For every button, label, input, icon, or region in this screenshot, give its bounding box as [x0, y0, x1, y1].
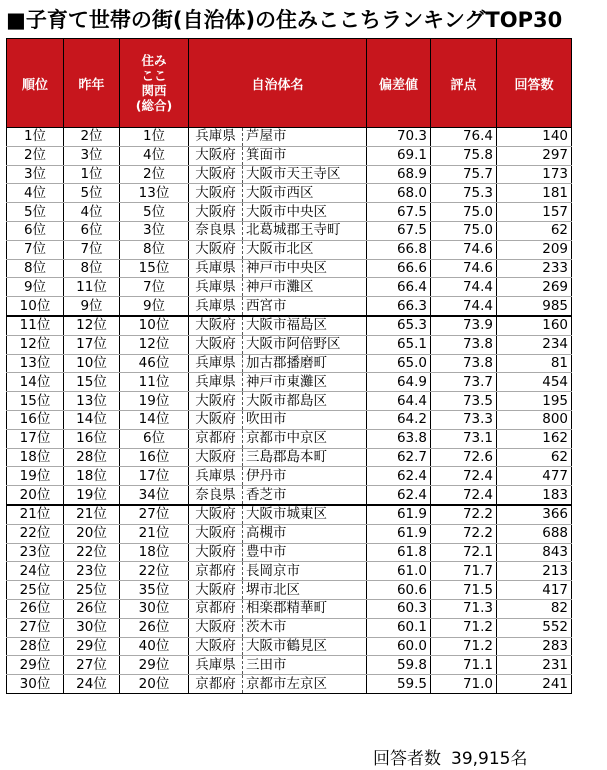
prev-year-cell: 7位 — [64, 240, 120, 259]
prefecture-cell: 京都府 — [189, 562, 243, 581]
deviation-cell: 68.9 — [367, 165, 431, 184]
prefecture-cell: 大阪府 — [189, 335, 243, 354]
kansai-rank-cell: 22位 — [120, 562, 189, 581]
table-row — [7, 656, 572, 675]
respondents-cell: 800 — [497, 410, 572, 429]
deviation-cell: 60.3 — [367, 599, 431, 618]
prev-year-cell: 1位 — [64, 165, 120, 184]
prefecture-cell: 兵庫県 — [189, 278, 243, 297]
respondents-cell: 477 — [497, 467, 572, 486]
header-kansai-overall — [120, 39, 189, 128]
table-row — [7, 316, 572, 335]
score-cell: 71.1 — [431, 656, 497, 675]
table-row — [7, 221, 572, 240]
deviation-cell: 60.6 — [367, 581, 431, 600]
deviation-cell: 66.6 — [367, 259, 431, 278]
rank-cell: 13位 — [7, 354, 64, 373]
table-row — [7, 599, 572, 618]
prev-year-cell: 2位 — [64, 128, 120, 147]
rank-cell: 20位 — [7, 486, 64, 505]
kansai-rank-cell: 46位 — [120, 354, 189, 373]
respondent-total-label: 回答者数 — [373, 749, 441, 769]
deviation-cell: 60.1 — [367, 618, 431, 637]
kansai-rank-cell: 30位 — [120, 599, 189, 618]
kansai-rank-cell: 7位 — [120, 278, 189, 297]
score-cell: 75.0 — [431, 221, 497, 240]
municipality-cell: 大阪市城東区 — [243, 505, 367, 524]
deviation-cell: 66.8 — [367, 240, 431, 259]
prefecture-cell: 大阪府 — [189, 392, 243, 411]
deviation-cell: 65.3 — [367, 316, 431, 335]
prefecture-cell: 大阪府 — [189, 505, 243, 524]
respondents-cell: 366 — [497, 505, 572, 524]
deviation-cell: 68.0 — [367, 184, 431, 203]
deviation-cell: 61.0 — [367, 562, 431, 581]
respondents-cell: 213 — [497, 562, 572, 581]
table-row — [7, 524, 572, 543]
prefecture-cell: 大阪府 — [189, 581, 243, 600]
table-row — [7, 373, 572, 392]
deviation-cell: 65.1 — [367, 335, 431, 354]
score-cell: 72.4 — [431, 486, 497, 505]
rank-cell: 8位 — [7, 259, 64, 278]
header-kansai-line: ここ — [141, 68, 167, 83]
respondents-cell: 157 — [497, 203, 572, 222]
prefecture-cell: 兵庫県 — [189, 467, 243, 486]
respondents-cell: 231 — [497, 656, 572, 675]
rank-cell: 10位 — [7, 297, 64, 316]
respondents-cell: 283 — [497, 637, 572, 656]
kansai-rank-cell: 20位 — [120, 675, 189, 694]
deviation-cell: 64.4 — [367, 392, 431, 411]
rank-cell: 7位 — [7, 240, 64, 259]
kansai-rank-cell: 6位 — [120, 429, 189, 448]
respondents-cell: 162 — [497, 429, 572, 448]
rank-cell: 4位 — [7, 184, 64, 203]
prev-year-cell: 28位 — [64, 448, 120, 467]
prev-year-cell: 23位 — [64, 562, 120, 581]
prefecture-cell: 大阪府 — [189, 184, 243, 203]
prefecture-cell: 兵庫県 — [189, 373, 243, 392]
municipality-cell: 大阪市鶴見区 — [243, 637, 367, 656]
kansai-rank-cell: 4位 — [120, 146, 189, 165]
municipality-cell: 三島郡島本町 — [243, 448, 367, 467]
municipality-cell: 芦屋市 — [243, 128, 367, 147]
score-cell: 75.0 — [431, 203, 497, 222]
prev-year-cell: 27位 — [64, 656, 120, 675]
kansai-rank-cell: 35位 — [120, 581, 189, 600]
header-respondents: 回答数 — [497, 39, 572, 128]
kansai-rank-cell: 12位 — [120, 335, 189, 354]
header-prev-year: 昨年 — [64, 39, 120, 128]
prefecture-cell: 大阪府 — [189, 410, 243, 429]
prefecture-cell: 大阪府 — [189, 240, 243, 259]
prefecture-cell: 兵庫県 — [189, 354, 243, 373]
deviation-cell: 62.4 — [367, 467, 431, 486]
table-row — [7, 278, 572, 297]
score-cell: 73.9 — [431, 316, 497, 335]
municipality-cell: 神戸市灘区 — [243, 278, 367, 297]
prev-year-cell: 16位 — [64, 429, 120, 448]
prefecture-cell: 大阪府 — [189, 524, 243, 543]
kansai-rank-cell: 5位 — [120, 203, 189, 222]
respondents-cell: 160 — [497, 316, 572, 335]
respondents-cell: 234 — [497, 335, 572, 354]
table-row — [7, 354, 572, 373]
kansai-rank-cell: 16位 — [120, 448, 189, 467]
prev-year-cell: 9位 — [64, 297, 120, 316]
rank-cell: 11位 — [7, 316, 64, 335]
table-row — [7, 240, 572, 259]
rank-cell: 25位 — [7, 581, 64, 600]
deviation-cell: 63.8 — [367, 429, 431, 448]
municipality-cell: 京都市左京区 — [243, 675, 367, 694]
rank-cell: 9位 — [7, 278, 64, 297]
kansai-rank-cell: 11位 — [120, 373, 189, 392]
table-row — [7, 675, 572, 694]
prefecture-cell: 大阪府 — [189, 543, 243, 562]
rank-cell: 14位 — [7, 373, 64, 392]
deviation-cell: 66.4 — [367, 278, 431, 297]
prefecture-cell: 兵庫県 — [189, 297, 243, 316]
prefecture-cell: 京都府 — [189, 675, 243, 694]
municipality-cell: 大阪市中央区 — [243, 203, 367, 222]
rank-cell: 27位 — [7, 618, 64, 637]
kansai-rank-cell: 26位 — [120, 618, 189, 637]
respondents-cell: 181 — [497, 184, 572, 203]
municipality-cell: 加古郡播磨町 — [243, 354, 367, 373]
rank-cell: 22位 — [7, 524, 64, 543]
kansai-rank-cell: 13位 — [120, 184, 189, 203]
rank-cell: 1位 — [7, 128, 64, 147]
municipality-cell: 吹田市 — [243, 410, 367, 429]
municipality-cell: 大阪市天王寺区 — [243, 165, 367, 184]
ranking-table — [6, 38, 572, 694]
prev-year-cell: 8位 — [64, 259, 120, 278]
prev-year-cell: 20位 — [64, 524, 120, 543]
table-row — [7, 259, 572, 278]
prefecture-cell: 京都府 — [189, 429, 243, 448]
municipality-cell: 茨木市 — [243, 618, 367, 637]
respondents-cell: 140 — [497, 128, 572, 147]
prev-year-cell: 3位 — [64, 146, 120, 165]
rank-cell: 26位 — [7, 599, 64, 618]
municipality-cell: 京都市中京区 — [243, 429, 367, 448]
deviation-cell: 61.8 — [367, 543, 431, 562]
prev-year-cell: 12位 — [64, 316, 120, 335]
deviation-cell: 62.4 — [367, 486, 431, 505]
prefecture-cell: 京都府 — [189, 599, 243, 618]
kansai-rank-cell: 29位 — [120, 656, 189, 675]
score-cell: 72.4 — [431, 467, 497, 486]
deviation-cell: 67.5 — [367, 203, 431, 222]
table-row — [7, 410, 572, 429]
score-cell: 71.2 — [431, 618, 497, 637]
table-row — [7, 429, 572, 448]
deviation-cell: 61.9 — [367, 524, 431, 543]
prev-year-cell: 26位 — [64, 599, 120, 618]
header-kansai-line: (総合) — [135, 98, 173, 113]
kansai-rank-cell: 8位 — [120, 240, 189, 259]
score-cell: 72.1 — [431, 543, 497, 562]
kansai-rank-cell: 34位 — [120, 486, 189, 505]
rank-cell: 3位 — [7, 165, 64, 184]
score-cell: 71.0 — [431, 675, 497, 694]
municipality-cell: 長岡京市 — [243, 562, 367, 581]
deviation-cell: 60.0 — [367, 637, 431, 656]
respondents-cell: 81 — [497, 354, 572, 373]
rank-cell: 5位 — [7, 203, 64, 222]
respondents-cell: 82 — [497, 599, 572, 618]
table-row — [7, 297, 572, 316]
deviation-cell: 64.9 — [367, 373, 431, 392]
prefecture-cell: 奈良県 — [189, 221, 243, 240]
table-row — [7, 543, 572, 562]
prefecture-cell: 大阪府 — [189, 203, 243, 222]
municipality-cell: 北葛城郡王寺町 — [243, 221, 367, 240]
prefecture-cell: 兵庫県 — [189, 656, 243, 675]
header-row — [7, 39, 572, 128]
kansai-rank-cell: 17位 — [120, 467, 189, 486]
municipality-cell: 大阪市都島区 — [243, 392, 367, 411]
score-cell: 74.4 — [431, 278, 497, 297]
respondents-cell: 985 — [497, 297, 572, 316]
rank-cell: 15位 — [7, 392, 64, 411]
header-rank: 順位 — [7, 39, 64, 128]
score-cell: 75.8 — [431, 146, 497, 165]
rank-cell: 30位 — [7, 675, 64, 694]
score-cell: 71.5 — [431, 581, 497, 600]
score-cell: 71.7 — [431, 562, 497, 581]
prev-year-cell: 29位 — [64, 637, 120, 656]
page-title: ■子育て世帯の街(自治体)の住みここちランキングTOP30 — [6, 8, 563, 32]
table-row — [7, 203, 572, 222]
kansai-rank-cell: 9位 — [120, 297, 189, 316]
score-cell: 76.4 — [431, 128, 497, 147]
deviation-cell: 70.3 — [367, 128, 431, 147]
municipality-cell: 伊丹市 — [243, 467, 367, 486]
respondents-cell: 454 — [497, 373, 572, 392]
prev-year-cell: 17位 — [64, 335, 120, 354]
prefecture-cell: 大阪府 — [189, 448, 243, 467]
respondents-cell: 183 — [497, 486, 572, 505]
score-cell: 72.6 — [431, 448, 497, 467]
municipality-cell: 大阪市阿倍野区 — [243, 335, 367, 354]
score-cell: 75.7 — [431, 165, 497, 184]
prefecture-cell: 奈良県 — [189, 486, 243, 505]
prev-year-cell: 4位 — [64, 203, 120, 222]
rank-cell: 17位 — [7, 429, 64, 448]
header-deviation: 偏差値 — [367, 39, 431, 128]
municipality-cell: 箕面市 — [243, 146, 367, 165]
respondent-total-value: 39,915名 — [451, 749, 528, 769]
prev-year-cell: 5位 — [64, 184, 120, 203]
score-cell: 71.3 — [431, 599, 497, 618]
prev-year-cell: 22位 — [64, 543, 120, 562]
prefecture-cell: 大阪府 — [189, 165, 243, 184]
table-row — [7, 618, 572, 637]
header-score: 評点 — [431, 39, 497, 128]
prefecture-cell: 大阪府 — [189, 618, 243, 637]
prefecture-cell: 兵庫県 — [189, 259, 243, 278]
score-cell: 72.2 — [431, 524, 497, 543]
ranking-body — [7, 128, 572, 694]
municipality-cell: 堺市北区 — [243, 581, 367, 600]
kansai-rank-cell: 15位 — [120, 259, 189, 278]
score-cell: 73.1 — [431, 429, 497, 448]
prev-year-cell: 19位 — [64, 486, 120, 505]
prev-year-cell: 30位 — [64, 618, 120, 637]
respondents-cell: 62 — [497, 221, 572, 240]
municipality-cell: 西宮市 — [243, 297, 367, 316]
kansai-rank-cell: 18位 — [120, 543, 189, 562]
table-row — [7, 505, 572, 524]
score-cell: 74.6 — [431, 259, 497, 278]
header-kansai-line: 住み — [141, 53, 167, 68]
municipality-cell: 大阪市北区 — [243, 240, 367, 259]
table-row — [7, 581, 572, 600]
prev-year-cell: 24位 — [64, 675, 120, 694]
table-row — [7, 637, 572, 656]
table-row — [7, 128, 572, 147]
kansai-rank-cell: 21位 — [120, 524, 189, 543]
kansai-rank-cell: 14位 — [120, 410, 189, 429]
prev-year-cell: 10位 — [64, 354, 120, 373]
respondents-cell: 209 — [497, 240, 572, 259]
prev-year-cell: 18位 — [64, 467, 120, 486]
prefecture-cell: 大阪府 — [189, 316, 243, 335]
municipality-cell: 大阪市西区 — [243, 184, 367, 203]
deviation-cell: 59.8 — [367, 656, 431, 675]
respondents-cell: 297 — [497, 146, 572, 165]
respondents-cell: 269 — [497, 278, 572, 297]
rank-cell: 28位 — [7, 637, 64, 656]
rank-cell: 18位 — [7, 448, 64, 467]
kansai-rank-cell: 40位 — [120, 637, 189, 656]
kansai-rank-cell: 19位 — [120, 392, 189, 411]
deviation-cell: 61.9 — [367, 505, 431, 524]
prefecture-cell: 大阪府 — [189, 637, 243, 656]
score-cell: 73.8 — [431, 335, 497, 354]
municipality-cell: 高槻市 — [243, 524, 367, 543]
prev-year-cell: 15位 — [64, 373, 120, 392]
respondents-cell: 552 — [497, 618, 572, 637]
table-row — [7, 335, 572, 354]
score-cell: 74.6 — [431, 240, 497, 259]
prev-year-cell: 11位 — [64, 278, 120, 297]
rank-cell: 19位 — [7, 467, 64, 486]
respondent-total — [373, 744, 537, 769]
header-kansai-line: 関西 — [141, 83, 167, 98]
rank-cell: 23位 — [7, 543, 64, 562]
kansai-rank-cell: 2位 — [120, 165, 189, 184]
table-row — [7, 467, 572, 486]
table-row — [7, 184, 572, 203]
municipality-cell: 三田市 — [243, 656, 367, 675]
table-row — [7, 486, 572, 505]
prev-year-cell: 6位 — [64, 221, 120, 240]
municipality-cell: 大阪市福島区 — [243, 316, 367, 335]
kansai-rank-cell: 1位 — [120, 128, 189, 147]
municipality-cell: 豊中市 — [243, 543, 367, 562]
prev-year-cell: 13位 — [64, 392, 120, 411]
score-cell: 71.2 — [431, 637, 497, 656]
table-row — [7, 392, 572, 411]
deviation-cell: 69.1 — [367, 146, 431, 165]
kansai-rank-cell: 10位 — [120, 316, 189, 335]
municipality-cell: 相楽郡精華町 — [243, 599, 367, 618]
score-cell: 73.3 — [431, 410, 497, 429]
municipality-cell: 神戸市中央区 — [243, 259, 367, 278]
deviation-cell: 59.5 — [367, 675, 431, 694]
score-cell: 75.3 — [431, 184, 497, 203]
respondents-cell: 62 — [497, 448, 572, 467]
kansai-rank-cell: 27位 — [120, 505, 189, 524]
municipality-cell: 香芝市 — [243, 486, 367, 505]
rank-cell: 21位 — [7, 505, 64, 524]
prefecture-cell: 兵庫県 — [189, 128, 243, 147]
table-row — [7, 448, 572, 467]
deviation-cell: 67.5 — [367, 221, 431, 240]
score-cell: 73.5 — [431, 392, 497, 411]
prev-year-cell: 21位 — [64, 505, 120, 524]
respondents-cell: 417 — [497, 581, 572, 600]
municipality-cell: 神戸市東灘区 — [243, 373, 367, 392]
respondents-cell: 173 — [497, 165, 572, 184]
score-cell: 74.4 — [431, 297, 497, 316]
score-cell: 72.2 — [431, 505, 497, 524]
respondents-cell: 843 — [497, 543, 572, 562]
deviation-cell: 64.2 — [367, 410, 431, 429]
respondents-cell: 195 — [497, 392, 572, 411]
prev-year-cell: 25位 — [64, 581, 120, 600]
respondents-cell: 233 — [497, 259, 572, 278]
header-municipality: 自治体名 — [189, 39, 367, 128]
deviation-cell: 65.0 — [367, 354, 431, 373]
rank-cell: 24位 — [7, 562, 64, 581]
deviation-cell: 62.7 — [367, 448, 431, 467]
prefecture-cell: 大阪府 — [189, 146, 243, 165]
table-row — [7, 562, 572, 581]
deviation-cell: 66.3 — [367, 297, 431, 316]
score-cell: 73.8 — [431, 354, 497, 373]
respondents-cell: 241 — [497, 675, 572, 694]
rank-cell: 2位 — [7, 146, 64, 165]
rank-cell: 16位 — [7, 410, 64, 429]
table-row — [7, 165, 572, 184]
rank-cell: 6位 — [7, 221, 64, 240]
table-row — [7, 146, 572, 165]
prev-year-cell: 14位 — [64, 410, 120, 429]
rank-cell: 29位 — [7, 656, 64, 675]
score-cell: 73.7 — [431, 373, 497, 392]
rank-cell: 12位 — [7, 335, 64, 354]
respondents-cell: 688 — [497, 524, 572, 543]
kansai-rank-cell: 3位 — [120, 221, 189, 240]
